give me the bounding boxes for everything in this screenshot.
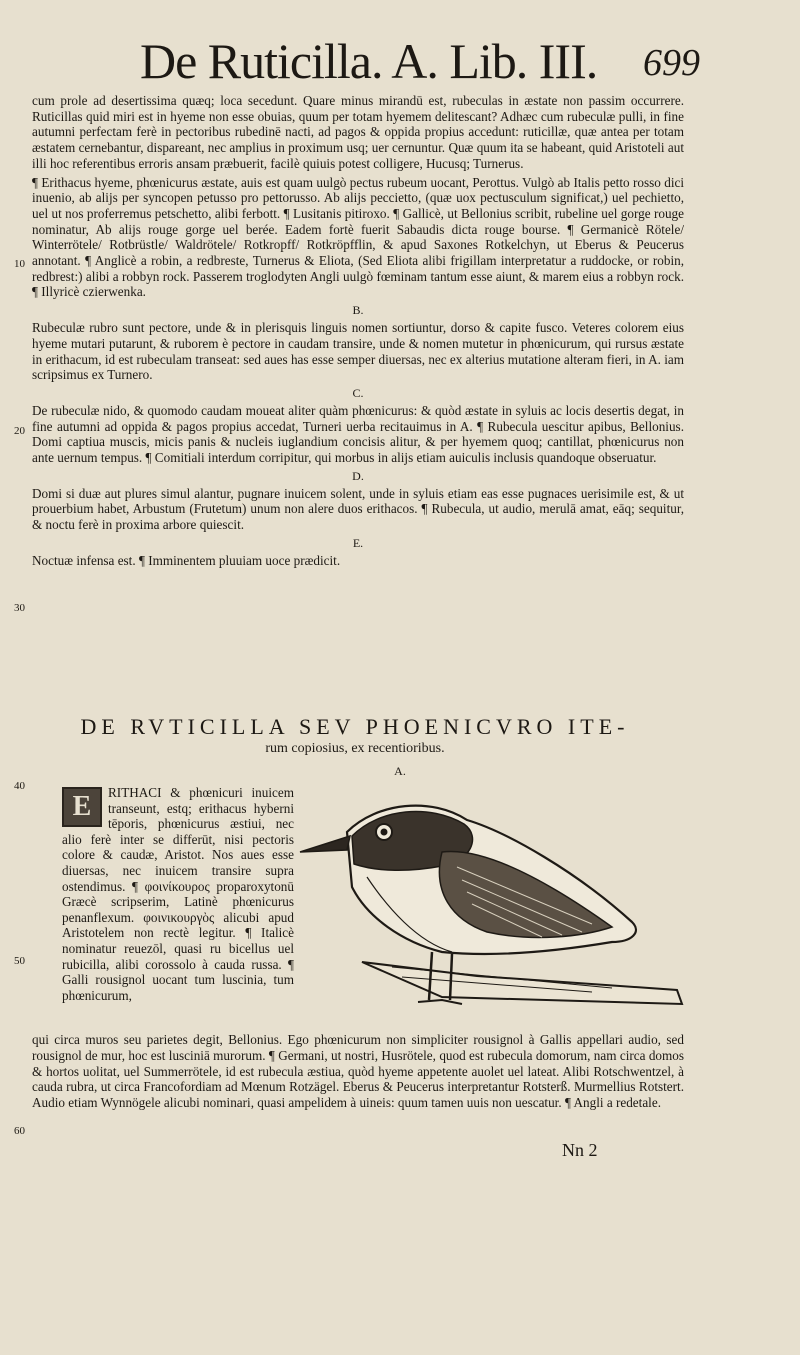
signature-mark: Nn 2 — [562, 1140, 598, 1160]
paragraph: qui circa muros seu parietes degit, Bellonius. Ego phœnicurum non simpliciter rousignol à Gallis appellari audio, sed rousignol de mur, hoc est lusciniā murorum. ¶ Germani, ut nostri, Husrötele, quod est rubecula domorum, nam circa domos & hortos uolitat, uel Summerrötele, id est rubecula æstiua, quòd hyeme appetente auolet uel lateat. Alibi Rotschwentzel, à cauda rubra, ut circa Francofordiam ad Mœnum Rotzägel. Eberus & Peucerus interpretantur Rotsterß. Murmellius Rotstert. Audio etiam Wynnögele alicubi nominari, quasi ampelidem à uineis: quum tamen uuis non uescatur. ¶ Angli a redetale. — [32, 1032, 684, 1111]
section-heading — [55, 714, 655, 758]
main-text-block — [32, 93, 684, 569]
section-letter: D. — [352, 468, 364, 483]
paragraph: Noctuæ infensa est. ¶ Imminentem pluuiam uoce prædicit. — [32, 552, 341, 568]
paragraph: Rubeculæ rubro sunt pectore, unde & in plerisquis linguis nomen sortiuntur, dorso & capite fusco. Veteres colorem eius hyeme mutari putarunt, & ruborem è pectore in caudam transire, unde & nomen mutetur in phœnicurum, qui rursus æstate in erithacum, id est rubeculam transeat: sed aues has esse semper diuersas, nec ex alterius mutatione alteram fieri, in A. iam scripsimus ex Turnero. — [32, 320, 684, 383]
paragraph: Domi si duæ aut plures simul alantur, pugnare inuicem solent, unde in syluis etiam eas esse pugnaces uerisimile est, & ut prouerbium habet, Arbustum (Frutetum) unum non alere duos erithacos. ¶ Rubecula, ut audio, merulā amat, eāq; sequitur, & noctu ferè in proxima arbore quiescit. — [32, 485, 684, 533]
bottom-text-block — [32, 1032, 684, 1111]
section-letter: E. — [352, 535, 364, 550]
left-column-body: RITHACI & phœnicuri inuicem transeunt, estq; erithacus hyberni tēporis, phœnicurus æstiui, nec alio ferè inter se differūt, nisi pectoris colore & caudæ, Aristot. Nos aues esse diuersas, nec inuicem transire supra ostendimus. ¶ φοινίκουρος proparoxytonū Græcè scripserim, Latinè phœnicurus penanflexum. φοινικουργὸς alicubi apud Aristotelem non rectè legitur. ¶ Italicè nominatur reuezōl, quasi ru bicellus uel rubicilla, alibi corossolo à cauda russa. ¶ Galli rousignol uocant tum luscinia, tum phœnicurum, — [62, 785, 294, 1003]
paragraph: De rubeculæ nido, & quomodo caudam moueat aliter quàm phœnicurus: & quòd æstate in syluis ac locis desertis degat, in fine autumni ad oppida & pagos propius accedat, Turneri uerba recitauimus in A. ¶ Rubecula uescitur apibus, Bellonius. Domi captiua muscis, micis panis & nucleis iuglandium concisis alitur, & per hyemem quoq; cantillat, phœnicurus non ante uernum tempus. ¶ Comitiali interdum corripitur, qui morbus in alijs etiam auiculis inclusis quandoque obseruatur. — [32, 402, 684, 466]
section-letter: A. — [394, 764, 406, 778]
paragraph: ¶ Erithacus hyeme, phœnicurus æstate, auis est quam uulgò pectus rubeum uocant, Perottus. Vulgò ab Italis petto rosso dici inuenio, ab alijs per syncopen petusso pro pettorusso. Ab alijs peccietto, (quæ uox pectusculum significat,) uel pechietto, uel ut nos proferremus petschetto, alibi ferbott. ¶ Lusitanis pitiroxo. ¶ Gallicè, ut Bellonius scribit, rubeline uel gorge rouge nominatur, Ab alijs rouge gorge uel berée. Eadem fortè fuerit Sabaudis dicta rouge bourse. ¶ Germanicè Rötele/ Winterrötele/ Rotbrüstle/ Waldrötele/ Rotkropff/ Rotkröpfflin, & apud Saxones Rotkelchyn, ut Eberus & Peucerus annotant. ¶ Anglicè a robin, a redbreste, Turnerus & Eliota, (Sed Eliota alibi frigillam interpretatur a ruddocke, or robin, redbrest:) alibi a robbyn rock. Passerem troglodyten Angli uulgò fœminam tantum esse aiunt, & marem eius a robbyn rock. ¶ Illyricè czierwenka. — [32, 174, 684, 300]
section-letter: B. — [352, 303, 364, 318]
section-letter: C. — [352, 385, 364, 400]
margin-number: 10 — [14, 258, 25, 270]
section-heading-line1: DE RVTICILLA SEV PHOENICVRO ITE- — [80, 714, 630, 739]
paragraph — [62, 785, 294, 1003]
paragraph: cum prole ad desertissima quæq; loca secedunt. Quare minus mirandū est, rubeculas in æstate non passim occurrere. Ruticillas quid miri est in hyeme non esse obuias, quum per totam hyemem delitescant? Adhæc cum rubeculæ pulli, in fine autumni perfectam ferè in pectoribus rubedinē nacti, ad pagos & oppida propius accedunt: ruticillæ, quæ antea per totam æstatem cernebantur, dispareant, nec amplius in proximum usq; uer cernuntur. Quæ quum ita se habeant, quid Aristoteli aut illi hoc referentibus erroris ansam præbuerit, facilè quiuis potest colligere, Hucusq; Turnerus. — [32, 93, 684, 171]
bird-illustration — [292, 792, 684, 1024]
margin-number: 60 — [14, 1125, 25, 1137]
margin-number: 20 — [14, 425, 25, 437]
margin-number: 50 — [14, 955, 25, 967]
left-column-text — [62, 785, 294, 1003]
section-heading-line2: rum copiosius, ex recentioribus. — [265, 741, 445, 756]
running-title: De Ruticilla. A. Lib. III. — [140, 33, 598, 89]
page-number: 699 — [643, 42, 700, 84]
margin-number: 30 — [14, 602, 25, 614]
decorated-initial: E — [62, 787, 102, 827]
margin-number: 40 — [14, 780, 25, 792]
woodcut-bird — [300, 806, 682, 1004]
running-header — [140, 30, 700, 92]
